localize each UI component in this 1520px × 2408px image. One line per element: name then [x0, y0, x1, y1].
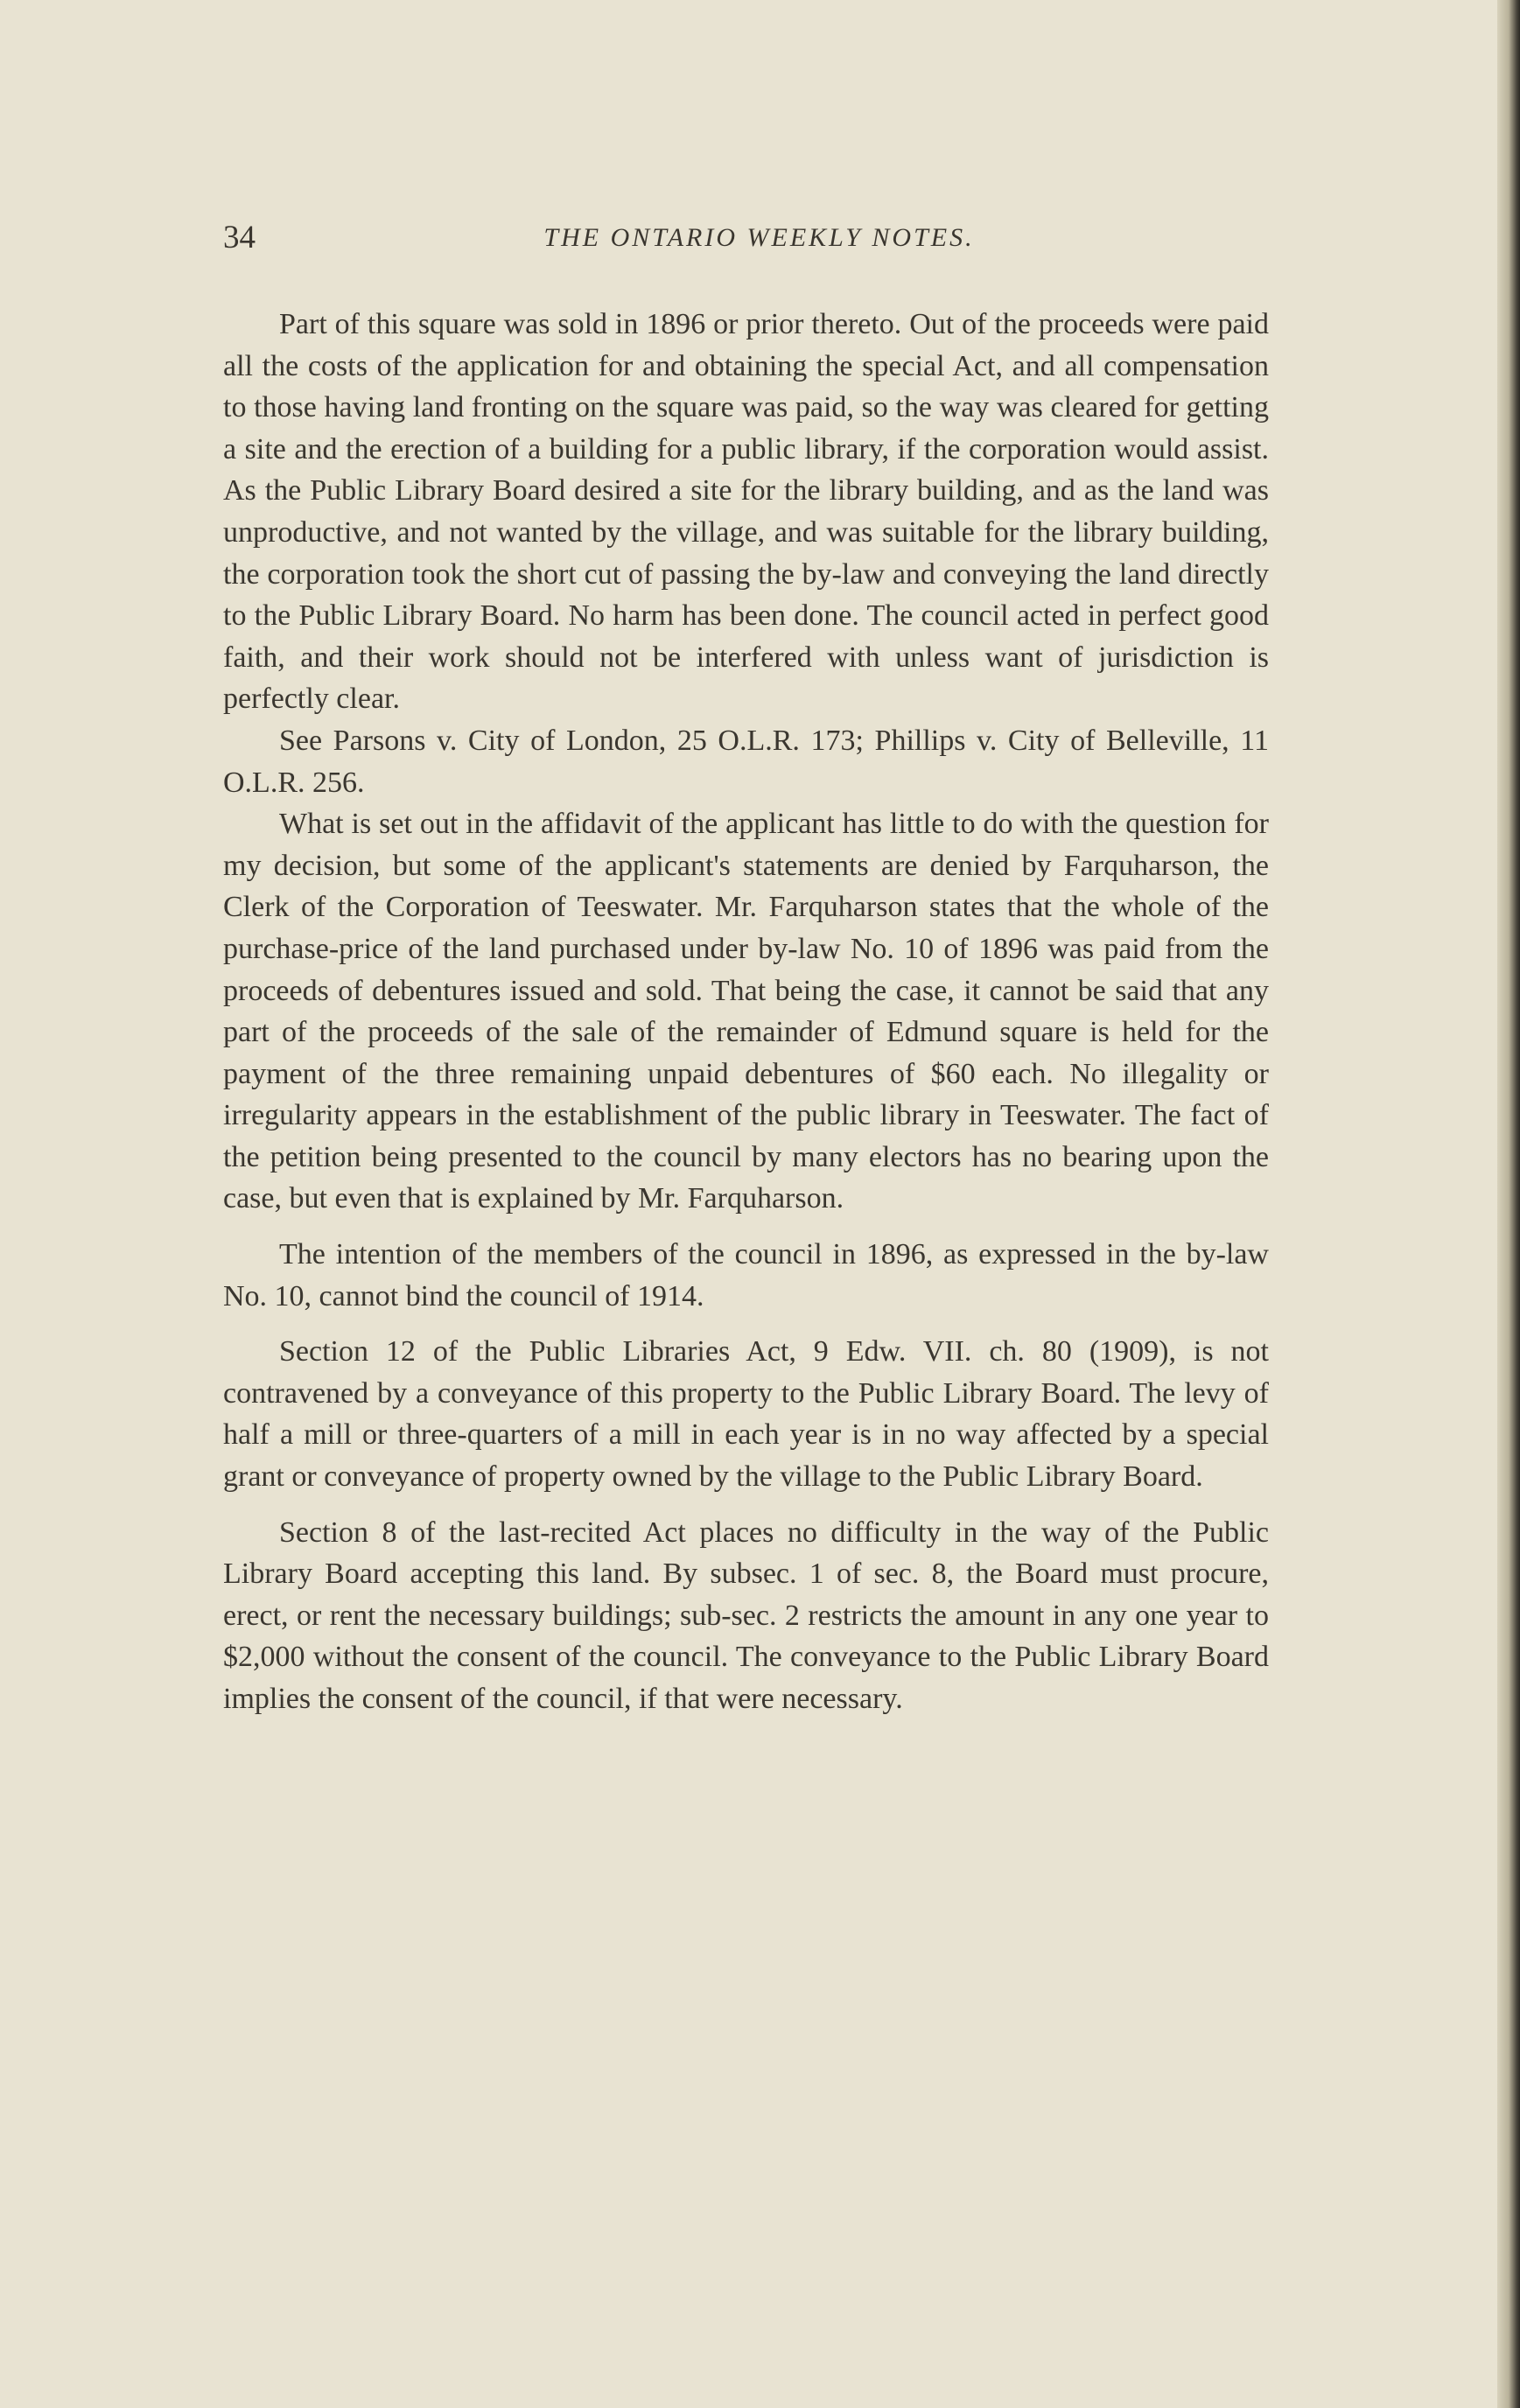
paragraph: Section 12 of the Public Libraries Act, 9 Edw. VII. ch. 80 (1909), is not contravened by a conveyance of this property to the Public Library Board. The levy of half a mill or three-quarters of a mill in each year is in no way affected by a special grant or conveyance of property owned by the village to the Public Library Board.	[223, 1335, 1269, 1494]
page-header	[223, 219, 1295, 257]
body-text	[223, 304, 1269, 1720]
page-number: 34	[223, 220, 256, 256]
page-edge	[1497, 0, 1520, 2408]
paragraph: What is set out in the affidavit of the applicant has little to do with the question for my decision, but some of the applicant's statements are denied by Farquharson, the Clerk of the Corporation of Teeswater. Mr. Farquharson states that the whole of the purchase-price of the land purchased under by-law No. 10 of 1896 was paid from the proceeds of debentures issued and sold. That being the case, it cannot be said that any part of the proceeds of the sale of the remainder of Edmund square is held for the payment of the three remaining unpaid debentures of $60 each. No illegality or irregularity appears in the establishment of the public library in Teeswater. The fact of the petition being presented to the council by many electors has no bearing upon the case, but even that is explained by Mr. Farquharson.	[223, 808, 1269, 1215]
paragraph: See Parsons v. City of London, 25 O.L.R. 173; Phillips v. City of Belleville, 11 O.L.R. 256.	[223, 724, 1269, 799]
running-title: THE ONTARIO WEEKLY NOTES.	[543, 223, 975, 252]
paragraph: Part of this square was sold in 1896 or prior thereto. Out of the proceeds were paid all the costs of the application for and obtaining the special Act, and all compensation to those having land fronting on the square was paid, so the way was cleared for getting a site and the erection of a building for a public library, if the corporation would assist. As the Public Library Board desired a site for the library building, and as the land was unproductive, and not wanted by the village, and was suitable for the library building, the corporation took the short cut of passing the by-law and conveying the land directly to the Public Library Board. No harm has been done. The council acted in perfect good faith, and their work should not be interfered with unless want of jurisdiction is perfectly clear.	[223, 308, 1269, 716]
paragraph: Section 8 of the last-recited Act places no difficulty in the way of the Public Library Board accepting this land. By subsec. 1 of sec. 8, the Board must procure, erect, or rent the necessary buildings; sub-sec. 2 restricts the amount in any one year to $2,000 without the consent of the council. The conveyance to the Public Library Board implies the consent of the council, if that were necessary.	[223, 1516, 1269, 1715]
paragraph: The intention of the members of the council in 1896, as expressed in the by-law No. 10, cannot bind the council of 1914.	[223, 1238, 1269, 1312]
